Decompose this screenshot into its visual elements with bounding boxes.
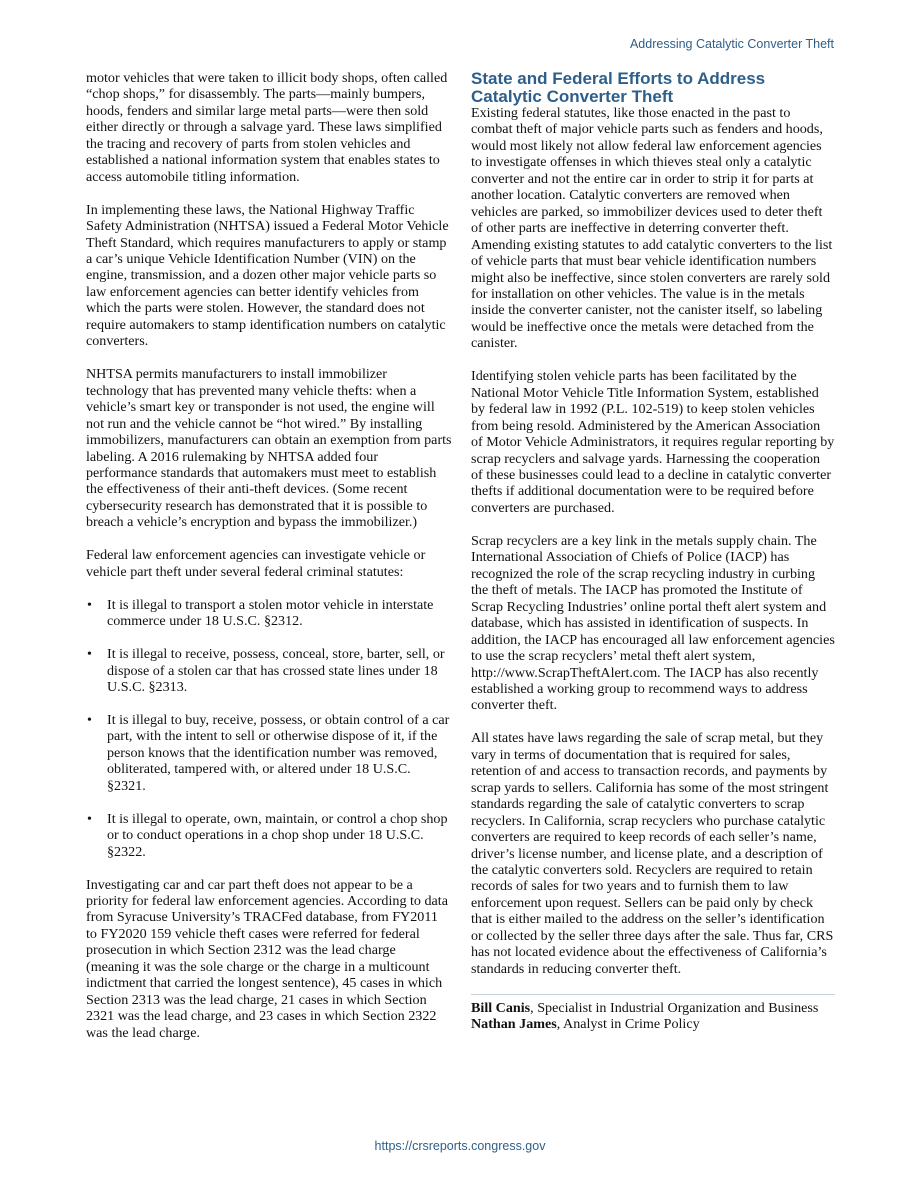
paragraph: Scrap recyclers are a key link in the metals supply chain. The International Association of Chiefs of Police (IACP) has recognized the role of the scrap recycling industry in curbing the theft of metals. The IACP has promoted the Institute of Scrap Recycling Industries’ online portal theft alert system and database, which has assisted in identification of suspects. In addition, the IACP has encouraged all law enforcement agencies to use the scrap recyclers’ metal theft alert system, http://www.ScrapTheftAlert.com. The IACP has also recently established a working group to recommend ways to address converter theft. [471,532,835,714]
bullet-icon: • [87,596,92,613]
author-line [471,1016,835,1032]
list-item-text: It is illegal to buy, receive, possess, or obtain control of a car part, with the intent to sell or otherwise dispose of it, if the person knows that the identification number was removed, obliterated, tampered with, or altered under 18 U.S.C. §2321. [107,711,450,794]
author-title: , Specialist in Industrial Organization and Business [530,999,819,1016]
list-item [86,811,452,860]
footer-link[interactable]: https://crsreports.congress.gov [374,1139,546,1153]
author-name: Nathan James [471,1016,557,1033]
paragraph: Investigating car and car part theft does not appear to be a priority for federal law enforcement agencies. According to data from Syracuse University’s TRACFed database, from FY2011 to FY2020 159 vehicle theft cases were referred for federal prosecution in which Section 2312 was the lead charge (meaning it was the sole charge or the charge in a multicount indictment that carried the longest sentence), 45 cases in which Section 2313 was the lead charge, 21 cases in which Section 2321 was the lead charge, and 23 cases in which Section 2322 was the lead charge. [86,876,448,1041]
list-item-text: It is illegal to operate, own, maintain, or control a chop shop or to conduct operations in a chop shop under 18 U.S.C. §2322. [107,810,448,860]
paragraph: NHTSA permits manufacturers to install immobilizer technology that has prevented many vehicle thefts: when a vehicle’s smart key or transponder is not used, the engine will not run and the vehicle cannot be “hot wired.” By installing immobilizers, manufacturers can obtain an exemption from parts labeling. A 2016 rulemaking by NHTSA added four performance standards that automakers must meet to establish the effectiveness of their anti-theft devices. (Some recent cybersecurity research has demonstrated that it is possible to breach a vehicle’s encryption and bypass the immobilizer.) [86,366,452,531]
list-item-text: It is illegal to receive, possess, conceal, store, barter, sell, or dispose of a stolen car that has crossed state lines under 18 U.S.C. §2313. [107,646,445,695]
bullet-icon: • [87,711,92,728]
left-column [86,70,452,1058]
bullet-icon: • [87,810,92,827]
author-block [471,994,835,1033]
running-header: Addressing Catalytic Converter Theft [629,37,834,51]
paragraph: Existing federal statutes, like those enacted in the past to combat theft of major vehicle parts such as fenders and hoods, would most likely not allow federal law enforcement agencies to investigate offenses in which thieves steal only a catalytic converter and not the entire car in order to strip it for parts at another location. Catalytic converters are removed when vehicles are parked, so immobilizer devices used to deter theft of other parts are ineffective in deterring converter theft. Amending existing statutes to add catalytic converters to the list of vehicle parts that must bear vehicle identification numbers might also be ineffective, since stolen converters are rarely sold for installation on other vehicles. The value is in the metals inside the converter canister, not the canister itself, so labeling would be ineffective once the metals were detached from the canister. [471,105,833,352]
list-item [86,597,452,630]
paragraph: Identifying stolen vehicle parts has been facilitated by the National Motor Vehicle Title Information System, established by federal law in 1992 (P.L. 102-519) to keep stolen vehicles from being resold. Administered by the American Association of Motor Vehicle Administrators, it requires regular reporting by scrap recyclers and salvage yards. Harnessing the cooperation of these businesses could lead to a decline in catalytic converter thefts if additional documentation were to be required before converters are purchased. [471,368,835,516]
statute-list [86,597,452,860]
author-title: , Analyst in Crime Policy [556,1016,700,1033]
section-heading: State and Federal Efforts to Address Catalytic Converter Theft [471,69,766,106]
list-item [86,712,452,794]
author-name: Bill Canis [471,999,531,1016]
list-item-text: It is illegal to transport a stolen motor vehicle in interstate commerce under 18 U.S.C. §2312. [107,596,434,630]
paragraph: motor vehicles that were taken to illicit body shops, often called “chop shops,” for disassembly. The parts—mainly bumpers, hoods, fenders and similar large metal parts—were then sold either directly or through a salvage yard. These laws simplified the tracing and recovery of parts from stolen vehicles and established a national information system that enables states to access automobile titling information. [86,70,448,185]
bullet-icon: • [87,646,92,663]
list-item [86,646,452,695]
right-column [471,70,835,1033]
paragraph: In implementing these laws, the National Highway Traffic Safety Administration (NHTSA) issued a Federal Motor Vehicle Theft Standard, which requires manufacturers to apply or stamp a car’s unique Vehicle Identification Number (VIN) on the engine, transmission, and a dozen other major vehicle parts so law enforcement agencies can better identify vehicles from which the parts were stolen. However, the standard does not require automakers to stamp identification numbers on catalytic converters. [86,201,449,350]
author-line [471,1000,835,1016]
paragraph: All states have laws regarding the sale of scrap metal, but they vary in terms of documentation that is required for sales, retention of and access to transaction records, and payments by scrap yards to sellers. California has some of the most stringent standards regarding the sale of catalytic converters to scrap recyclers. In California, scrap recyclers who purchase catalytic converters are required to keep records of each seller’s name, driver’s license number, and license plate, and a description of the catalytic converters sold. Recyclers are required to retain records of sales for two years and to furnish them to law enforcement upon request. Sellers can be paid only by check that is either mailed to the address on the seller’s identification or collected by the seller three days after the sale. Thus far, CRS has not located evidence about the effectiveness of California’s standards in reducing converter theft. [471,730,834,977]
paragraph: Federal law enforcement agencies can investigate vehicle or vehicle part theft under several federal criminal statutes: [86,547,426,580]
